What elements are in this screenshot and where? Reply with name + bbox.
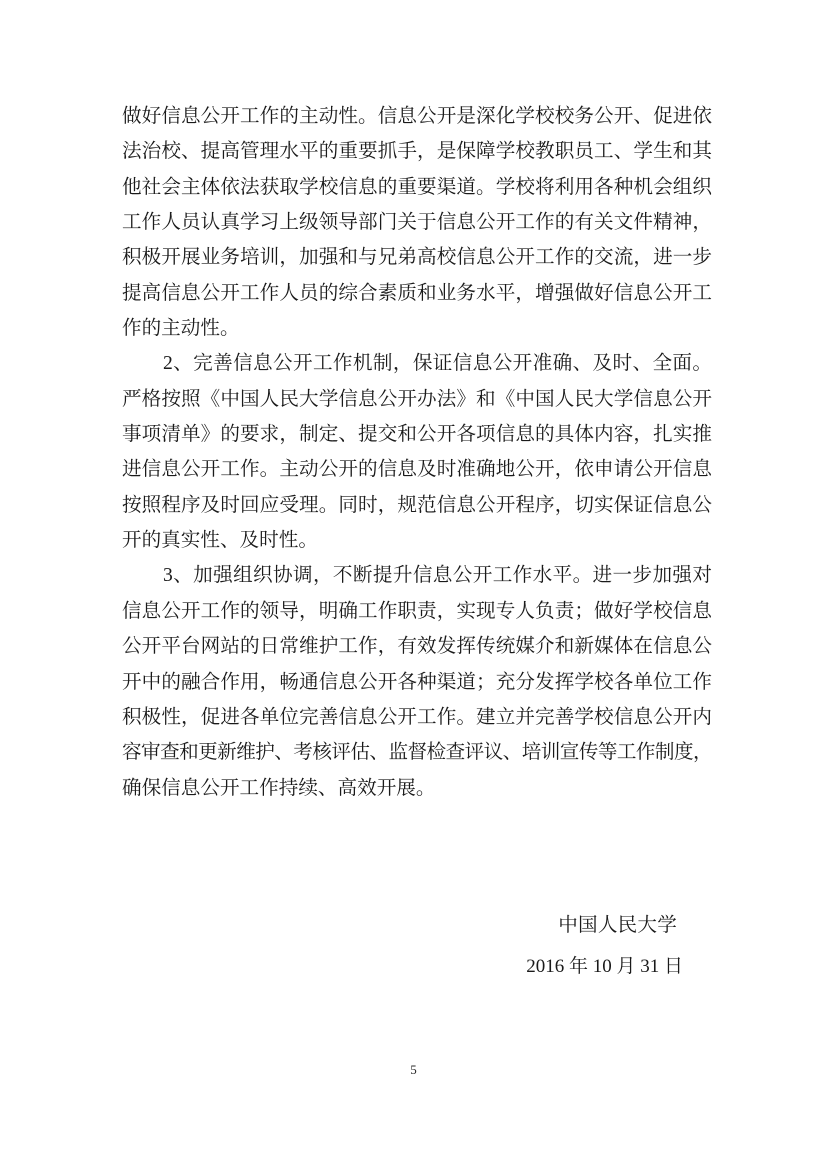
body-line: 容审查和更新维护、考核评估、监督检查评议、培训宣传等工作制度， [122,742,712,764]
body-line: 公开平台网站的日常维护工作，有效发挥传统媒介和新媒体在信息公 [122,636,712,658]
body-line: 做好信息公开工作的主动性。信息公开是深化学校校务公开、促进依 [122,106,712,127]
body-line: 他社会主体依法获取学校信息的重要渠道。学校将利用各种机会组织 [122,176,712,198]
body-line: 作的主动性。 [122,318,240,340]
body-line: 积极性，促进各单位完善信息公开工作。建立并完善学校信息公开内 [122,706,712,728]
body-line: 信息公开工作的领导，明确工作职责，实现专人负责；做好学校信息 [122,600,712,622]
body-line: 法治校、提高管理水平的重要抓手，是保障学校教职员工、学生和其 [122,141,712,163]
body-line: 3、加强组织协调，不断提升信息公开工作水平。进一步加强对 [163,565,712,587]
body-line: 事项清单》的要求，制定、提交和公开各项信息的具体内容，扎实推 [122,424,712,446]
body-line: 确保信息公开工作持续、高效开展。 [122,777,436,799]
body-line: 2、完善信息公开工作机制，保证信息公开准确、及时、全面。 [163,353,712,375]
body-line: 积极开展业务培训，加强和与兄弟高校信息公开工作的交流，进一步 [122,247,712,269]
page-number: 5 [410,1062,417,1077]
body-text [122,99,712,806]
signature-org: 中国人民大学 [558,915,677,936]
body-line: 开中的融合作用，畅通信息公开各种渠道；充分发挥学校各单位工作 [122,671,712,693]
body-line: 开的真实性、及时性。 [122,530,318,552]
body-line: 进信息公开工作。主动公开的信息及时准确地公开，依申请公开信息 [122,459,712,481]
body-line: 严格按照《中国人民大学信息公开办法》和《中国人民大学信息公开 [122,388,712,410]
body-line: 按照程序及时回应受理。同时，规范信息公开程序，切实保证信息公 [122,494,712,516]
body-line: 工作人员认真学习上级领导部门关于信息公开工作的有关文件精神， [122,212,712,234]
body-line: 提高信息公开工作人员的综合素质和业务水平，增强做好信息公开工 [122,282,712,304]
signature-date: 2016 年 10 月 31 日 [526,956,683,977]
